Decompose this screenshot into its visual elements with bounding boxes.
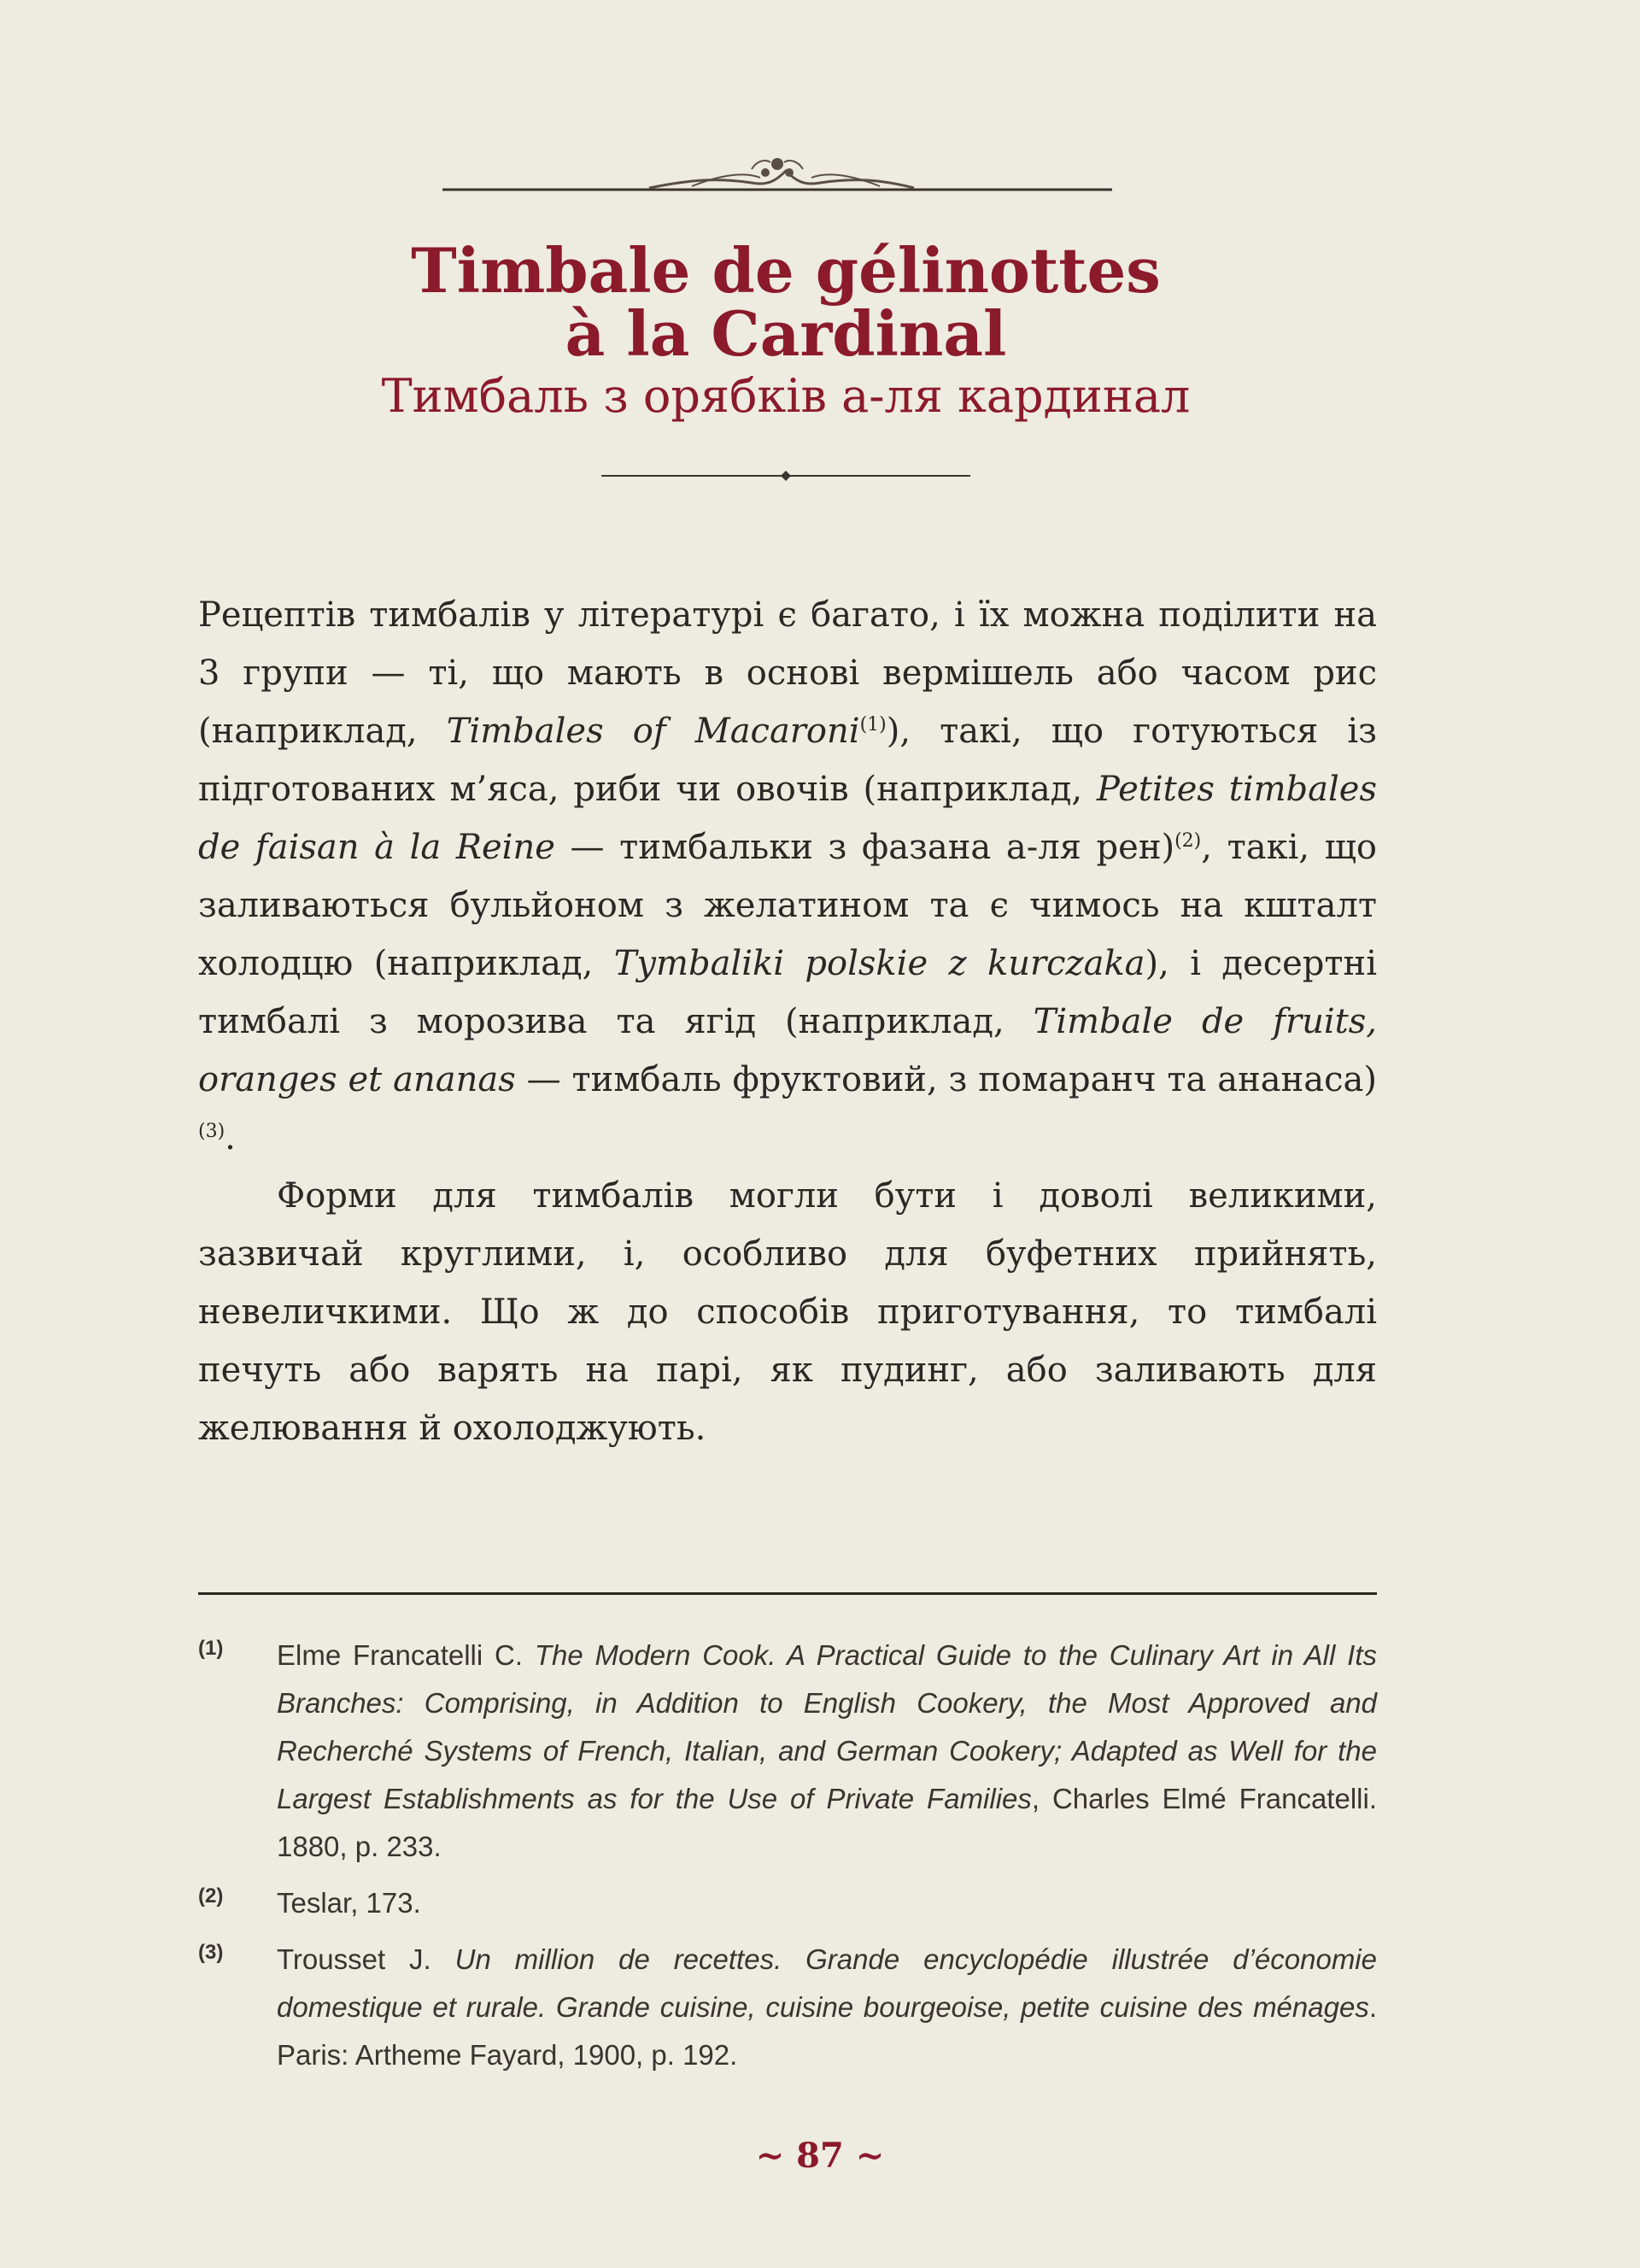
title-line-1: Timbale de gélinottes [411, 234, 1161, 307]
recipe-subtitle: Тимбаль з орябків а-ля кардинал [381, 369, 1191, 423]
footnote-divider [198, 1592, 1377, 1595]
body-text [198, 586, 1377, 1457]
paragraph-1: Рецептів тимбалів у літературі є багато, і їх можна поділити на 3 групи — ті, що мають в основі вермішель або часом рис (наприклад, Timbales of Macaroni$^{(1)}$), такі, що готуються із підготованих м’яса, риби чи овочів (наприклад, Petites timbales de faisan à la Reine — тимбальки з фазана а-ля рен)$^{(2)}$, такі, що заливаються бульйоном з желатином та є чимось на кшталт холодцю (наприклад, Tymbaliki polskie z kurczaka), і десертні тимбалі з морозива та ягід (наприклад, Timbale de fruits, oranges et ananas — тимбаль фруктовий, з помаранч та ананаса)$^{(3)}$. [198, 595, 1378, 1157]
page-number: ~ 87 ~ [755, 2136, 885, 2176]
title-line-2: à la Cardinal [565, 297, 1007, 370]
footnotes [198, 1632, 1377, 2088]
footnote-ref-2[interactable]: (2) [1174, 830, 1202, 852]
footnote-1: (1) Elme Francatelli C. The Modern Cook. A Practical Guide to the Culinary Art in All Its Branches: Comprising, in Addition to English Cookery, the Most Approved and Recherché Systems of French, Italian, and German Cookery; Adapted as Well for the Largest Establishments as for the Use of Private Families, Charles Elmé Francatelli. 1880, p. 233. [198, 1632, 1377, 1871]
footnote-3: (3) Trousset J. Un million de recettes. Grande encyclopédie illustrée d’économie domestique et rurale. Grande cuisine, cuisine bourgeoise, petite cuisine des ménages. Paris: Artheme Fayard, 1900, p. 192. [198, 1936, 1377, 2079]
divider-ornament-icon [598, 466, 974, 486]
recipe-title [222, 234, 1350, 370]
footnote-mark: (2) [198, 1884, 224, 1908]
footnote-2: (2) Teslar, 173. [198, 1879, 1377, 1927]
footnote-ref-3[interactable]: (3) [198, 1121, 226, 1142]
footnote-ref-1[interactable]: (1) [859, 714, 887, 735]
flourish-ornament-icon [436, 145, 1119, 205]
footnote-mark: (3) [198, 1941, 224, 1964]
footnote-mark: (1) [198, 1637, 224, 1660]
paragraph-2: Форми для тимбалів могли бути і доволі великими, зазвичай круглими, і, особливо для буфетних прийнять, невеличкими. Що ж до способів приготування, то тимбалі печуть або варять на парі, як пудинг, або заливають для желювання й охолоджують. [198, 1176, 1377, 1448]
